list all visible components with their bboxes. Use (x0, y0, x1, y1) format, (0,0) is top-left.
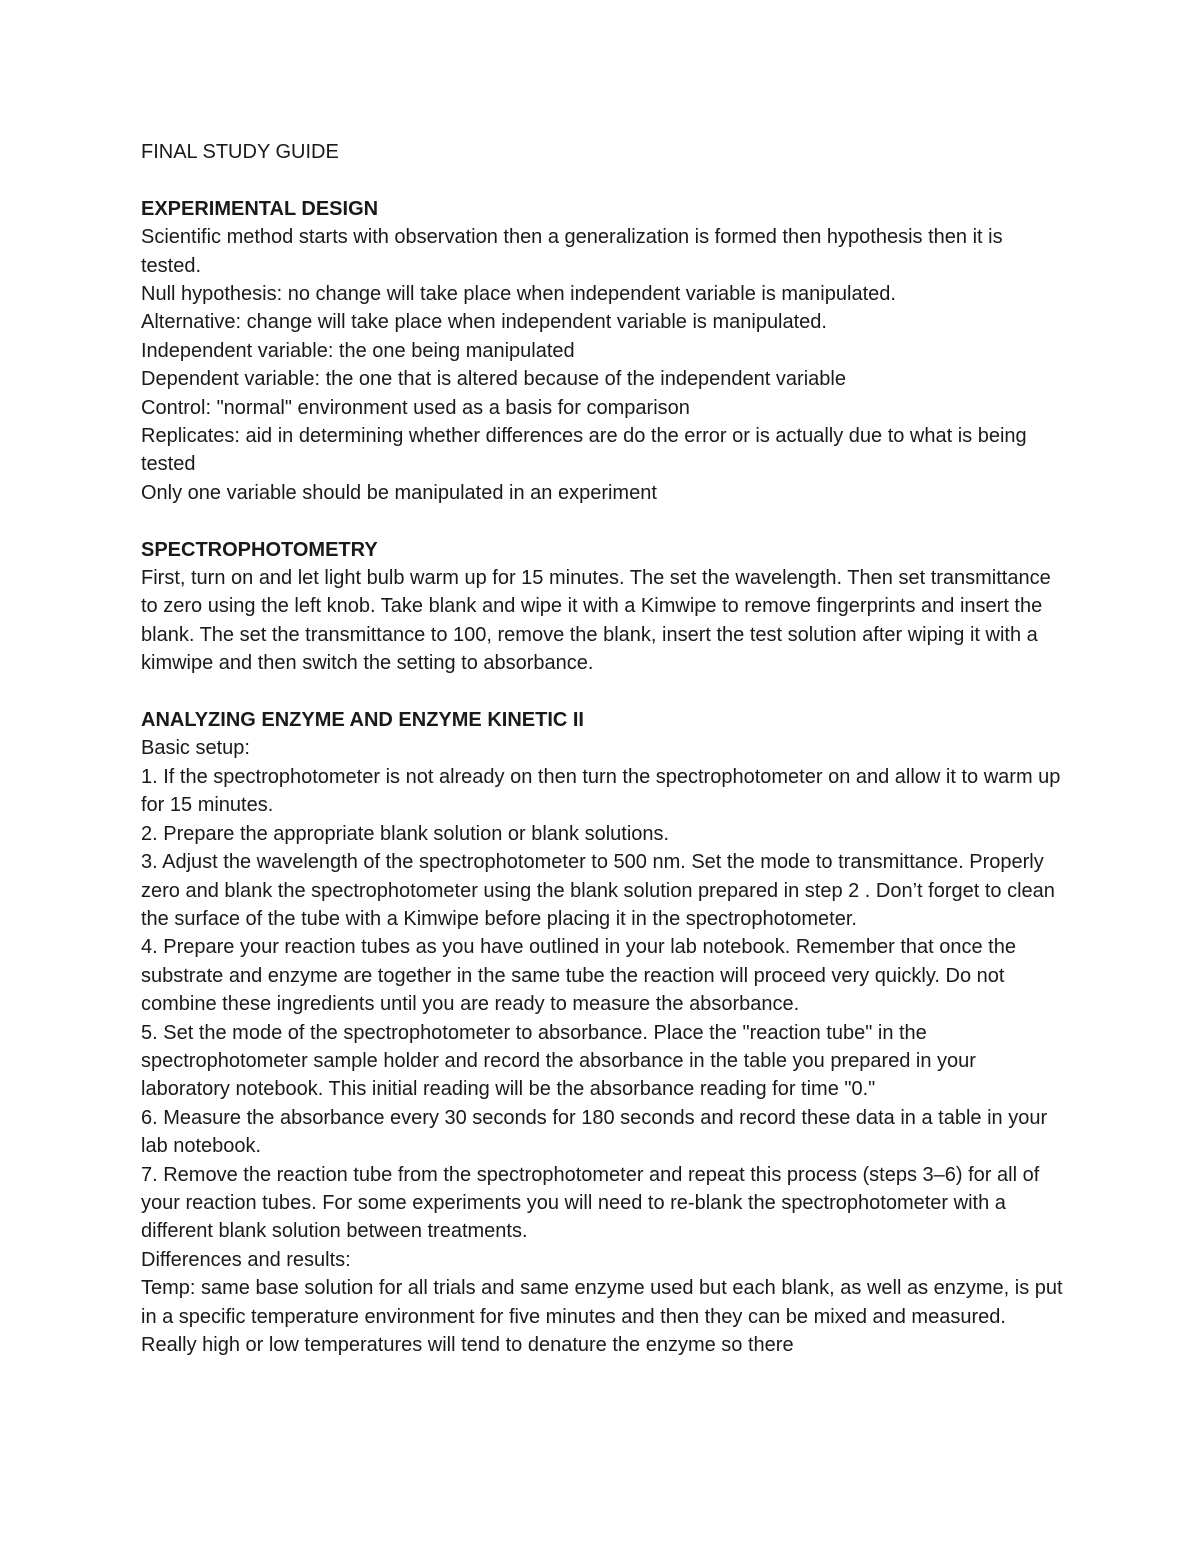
experimental-design-line: Only one variable should be manipulated in an experiment (141, 481, 657, 504)
setup-step: 6. Measure the absorbance every 30 seconds for 180 seconds and record these data in a table in your lab notebook. (141, 1106, 1048, 1158)
setup-step: 1. If the spectrophotometer is not already on then turn the spectrophotometer on and allow it to warm up for 15 minutes. (141, 765, 1061, 817)
setup-step: 2. Prepare the appropriate blank solution or blank solutions. (141, 822, 670, 845)
document-title: FINAL STUDY GUIDE (141, 141, 339, 163)
spacer (141, 166, 1066, 194)
setup-step: 3. Adjust the wavelength of the spectrophotometer to 500 nm. Set the mode to transmittance. Properly zero and blank the spectrophotometer using the blank solution prepared in step 2 . Don’t forget to clean the surface of the tube with a Kimwipe before placing it in the spectrophotometer. (141, 851, 1055, 930)
spacer (141, 678, 1066, 706)
section-heading-spectrophotometry: SPECTROPHOTOMETRY (141, 538, 378, 561)
experimental-design-line: Control: "normal" environment used as a basis for comparison (141, 396, 690, 419)
spacer (141, 507, 1066, 535)
basic-setup-label: Basic setup: (141, 737, 250, 760)
setup-step: 4. Prepare your reaction tubes as you have outlined in your lab notebook. Remember that once the substrate and enzyme are together in the same tube the reaction will proceed very quickly. Do not combine these ingredients until you are ready to measure the absorbance. (141, 936, 1016, 1016)
document-body (141, 138, 1066, 1359)
experimental-design-line: Scientific method starts with observation then a generalization is formed then hypothesis then it is tested. (141, 226, 1003, 277)
temp-paragraph: Temp: same base solution for all trials and same enzyme used but each blank, as well as enzyme, is put in a specific temperature environment for five minutes and then they can be mixed and measured. Really high or low temperatures will tend to denature the enzyme so there (141, 1277, 1063, 1357)
experimental-design-line: Null hypothesis: no change will take place when independent variable is manipulated. (141, 283, 896, 306)
experimental-design-line: Independent variable: the one being manipulated (141, 339, 575, 362)
differences-label: Differences and results: (141, 1248, 351, 1271)
setup-step: 7. Remove the reaction tube from the spectrophotometer and repeat this process (steps 3–6) for all of your reaction tubes. For some experiments you will need to re-blank the spectrophotometer with a different blank solution between treatments. (141, 1163, 1040, 1243)
experimental-design-line: Replicates: aid in determining whether differences are do the error or is actually due to what is being tested (141, 425, 1027, 476)
section-heading-enzyme: ANALYZING ENZYME AND ENZYME KINETIC II (141, 709, 584, 732)
section-heading-experimental-design: EXPERIMENTAL DESIGN (141, 197, 379, 220)
experimental-design-line: Dependent variable: the one that is altered because of the independent variable (141, 368, 846, 391)
setup-step: 5. Set the mode of the spectrophotometer to absorbance. Place the "reaction tube" in the spectrophotometer sample holder and record the absorbance in the table you prepared in your laboratory notebook. This initial reading will be the absorbance reading for time "0." (141, 1021, 976, 1101)
spectrophotometry-paragraph: First, turn on and let light bulb warm up for 15 minutes. The set the wavelength. Then set transmittance to zero using the left knob. Take blank and wipe it with a Kimwipe to remove fingerprints and insert the blank. The set the transmittance to 100, remove the blank, insert the test solution after wiping it with a kimwipe and then switch the setting to absorbance. (141, 567, 1051, 675)
experimental-design-line: Alternative: change will take place when independent variable is manipulated. (141, 311, 827, 334)
